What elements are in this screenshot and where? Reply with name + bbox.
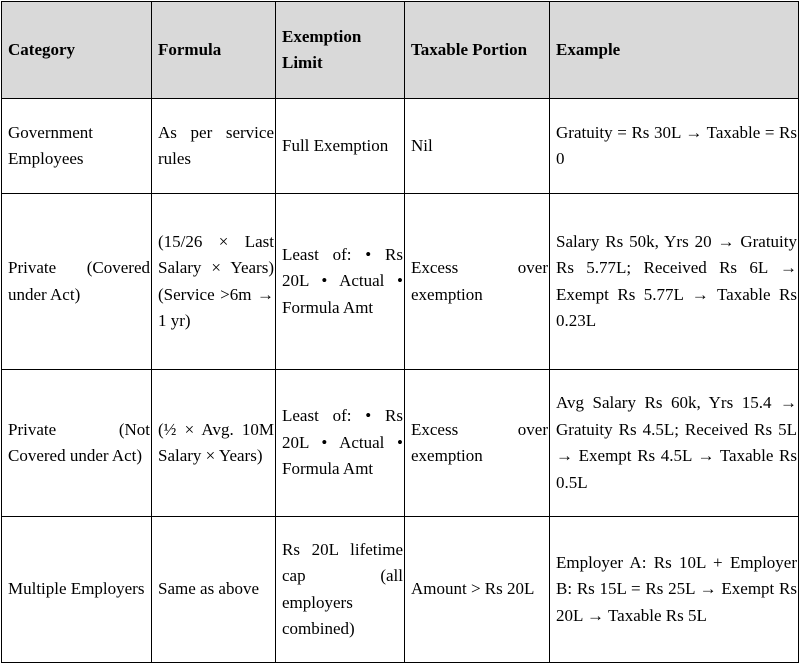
cell-example: Employer A: Rs 10L + Employer B: Rs 15L = Rs 25L → Exempt Rs 20L → Taxable Rs 5L <box>550 517 799 663</box>
cell-taxable-portion: Nil <box>405 99 550 194</box>
cell-exemption-limit: Least of: • Rs 20L • Actual • Formula Amt <box>276 370 405 517</box>
header-category: Category <box>2 2 152 99</box>
cell-formula: (½ × Avg. 10M Salary × Years) <box>152 370 276 517</box>
cell-category: Multiple Employers <box>2 517 152 663</box>
gratuity-exemption-table <box>1 1 799 663</box>
cell-taxable-portion: Excess over exemption <box>405 194 550 370</box>
cell-taxable-portion: Excess over exemption <box>405 370 550 517</box>
table-row <box>2 99 799 194</box>
table-row <box>2 370 799 517</box>
cell-category: Government Employees <box>2 99 152 194</box>
cell-category: Private (Not Covered under Act) <box>2 370 152 517</box>
table-row <box>2 517 799 663</box>
header-taxable-portion: Taxable Portion <box>405 2 550 99</box>
table-row <box>2 194 799 370</box>
cell-example: Avg Salary Rs 60k, Yrs 15.4 → Gratuity Rs 4.5L; Received Rs 5L → Exempt Rs 4.5L → Taxable Rs 0.5L <box>550 370 799 517</box>
cell-taxable-portion: Amount > Rs 20L <box>405 517 550 663</box>
cell-exemption-limit: Rs 20L lifetime cap (all employers combined) <box>276 517 405 663</box>
cell-formula: As per service rules <box>152 99 276 194</box>
cell-exemption-limit: Least of: • Rs 20L • Actual • Formula Amt <box>276 194 405 370</box>
cell-example: Gratuity = Rs 30L → Taxable = Rs 0 <box>550 99 799 194</box>
header-formula: Formula <box>152 2 276 99</box>
cell-example: Salary Rs 50k, Yrs 20 → Gratuity Rs 5.77L; Received Rs 6L → Exempt Rs 5.77L → Taxable Rs 0.23L <box>550 194 799 370</box>
cell-category: Private (Covered under Act) <box>2 194 152 370</box>
cell-exemption-limit: Full Exemption <box>276 99 405 194</box>
table-header-row <box>2 2 799 99</box>
header-exemption-limit: Exemption Limit <box>276 2 405 99</box>
cell-formula: Same as above <box>152 517 276 663</box>
cell-formula: (15/26 × Last Salary × Years) (Service >6m → 1 yr) <box>152 194 276 370</box>
header-example: Example <box>550 2 799 99</box>
